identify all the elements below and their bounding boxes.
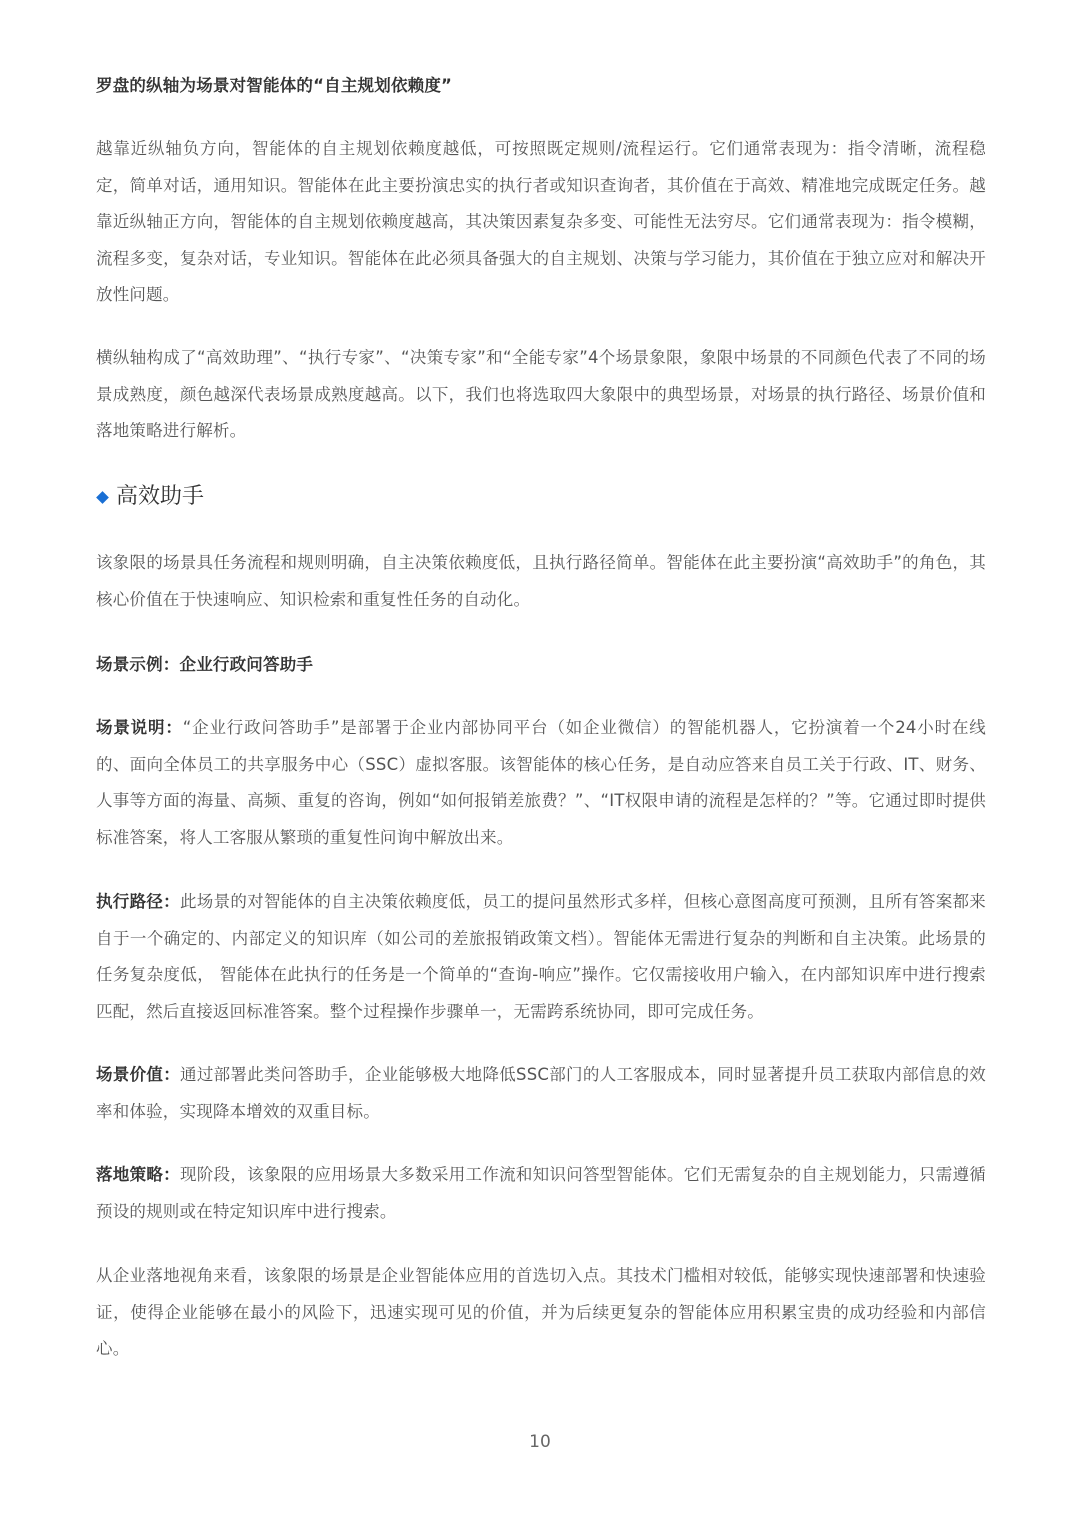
paragraph-vertical-axis: 越靠近纵轴负方向，智能体的自主规划依赖度越低，可按照既定规则/流程运行。它们通常表现为：指令清晰，流程稳定，简单对话，通用知识。智能体在此主要扮演忠实的执行者或知识查询者，其价值在于高效、精准地完成既定任务。越靠近纵轴正方向，智能体的自主规划依赖度越高，其决策因素复杂多变、可能性无法穷尽。它们通常表现为：指令模糊，流程多变，复杂对话，专业知识。智能体在此必须具备强大的自主规划、决策与学习能力，其价值在于独立应对和解决开放性问题。 [96, 139, 986, 304]
description-text: “企业行政问答助手”是部署于企业内部协同平台（如企业微信）的智能机器人，它扮演着一个24小时在线的、面向全体员工的共享服务中心（SSC）虚拟客服。该智能体的核心任务，是自动应答来自员工关于行政、IT、财务、人事等方面的海量、高频、重复的咨询，例如“如何报销差旅费？”、“IT权限申请的流程是怎样的？”等。它通过即时提供标准答案，将人工客服从繁琐的重复性问询中解放出来。 [96, 718, 986, 847]
section-heading [96, 482, 986, 512]
landing-strategy [96, 1157, 986, 1230]
strategy-label: 落地策略： [96, 1165, 180, 1184]
section-title: 高效助手 [116, 484, 205, 509]
value-text: 通过部署此类问答助手，企业能够极大地降低SSC部门的人工客服成本，同时显著提升员工获取内部信息的效率和体验，实现降本增效的双重目标。 [96, 1065, 986, 1121]
example-title: 场景示例：企业行政问答助手 [96, 655, 314, 674]
scenario-value [96, 1057, 986, 1130]
paragraph-conclusion: 从企业落地视角来看，该象限的场景是企业智能体应用的首选切入点。其技术门槛相对较低，能够实现快速部署和快速验证，使得企业能够在最小的风险下，迅速实现可见的价值，并为后续更复杂的智能体应用积累宝贵的成功经验和内部信心。 [96, 1266, 986, 1358]
page-number: 10 [529, 1432, 551, 1452]
value-label: 场景价值： [96, 1065, 181, 1084]
intro-title: 罗盘的纵轴为场景对智能体的“自主规划依赖度” [96, 76, 453, 95]
execution-path [96, 884, 986, 1030]
description-label: 场景说明： [96, 718, 183, 737]
scenario-description [96, 710, 986, 856]
paragraph-quadrants: 横纵轴构成了“高效助理”、“执行专家”、“决策专家”和“全能专家”4个场景象限，象限中场景的不同颜色代表了不同的场景成熟度，颜色越深代表场景成熟度越高。以下，我们也将选取四大象限中的典型场景，对场景的执行路径、场景价值和落地策略进行解析。 [96, 348, 986, 440]
diamond-bullet-icon [96, 491, 109, 504]
path-label: 执行路径： [96, 892, 180, 911]
paragraph-quadrant-intro: 该象限的场景具任务流程和规则明确，自主决策依赖度低，且执行路径简单。智能体在此主要扮演“高效助手”的角色，其核心价值在于快速响应、知识检索和重复性任务的自动化。 [96, 553, 986, 609]
strategy-text: 现阶段，该象限的应用场景大多数采用工作流和知识问答型智能体。它们无需复杂的自主规划能力，只需遵循预设的规则或在特定知识库中进行搜索。 [96, 1165, 987, 1221]
path-text: 此场景的对智能体的自主决策依赖度低，员工的提问虽然形式多样，但核心意图高度可预测，且所有答案都来自于一个确定的、内部定义的知识库（如公司的差旅报销政策文档）。智能体无需进行复杂的判断和自主决策。此场景的任务复杂度低， 智能体在此执行的任务是一个简单的“查询-响应”操作。它仅需接收用户输入，在内部知识库中进行搜索匹配，然后直接返回标准答案。整个过程操作步骤单一，无需跨系统协同，即可完成任务。 [96, 892, 987, 1021]
